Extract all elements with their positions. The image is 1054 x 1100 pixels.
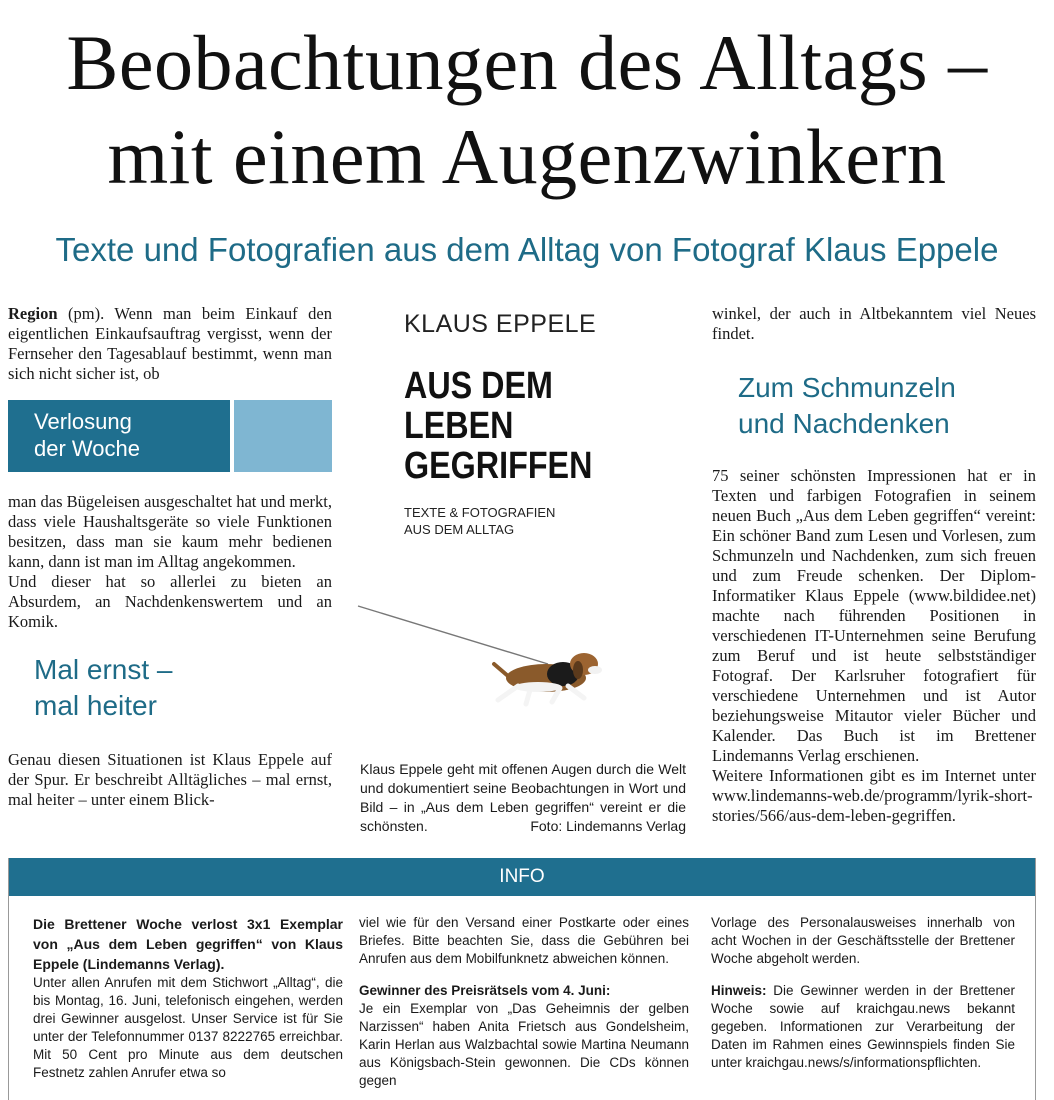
info-hinweis-label: Hinweis: xyxy=(711,983,767,998)
article-column-1 xyxy=(8,304,332,810)
image-caption xyxy=(360,760,686,836)
cover-author: KLAUS EPPELE xyxy=(404,310,597,338)
info-hinweis-text: Die Gewinner werden in der Brettener Woche sowie auf kraichgau.news bekannt gegeben. Informationen zur Verarbeitung der Daten im Rahmen eines Gewinnspiels finden Sie unter kraichgau.news/s/informationspflichten. xyxy=(711,983,1015,1070)
info-col2-text: viel wie für den Versand einer Postkarte oder eines Briefes. Bitte beachten Sie, dass die Gebühren bei Anrufen aus dem Mobilfunknetz abweichen können. xyxy=(359,915,689,966)
info-column-2 xyxy=(359,914,689,1090)
info-box xyxy=(8,858,1036,1100)
cover-sub-line1: TEXTE & FOTOGRAFIEN xyxy=(404,505,556,520)
headline-line2: mit einem Augenzwinkern xyxy=(107,113,947,200)
banner-line2: der Woche xyxy=(34,436,140,461)
banner-line1: Verlosung xyxy=(34,409,132,434)
info-column-1 xyxy=(33,914,343,1082)
dateline-region: Region xyxy=(8,304,58,323)
leash-line xyxy=(358,606,548,664)
info-col1-text: Unter allen Anrufen mit dem Stichwort „Alltag“, die bis Montag, 16. Juni, telefonisch eingehen, werden drei Gewinner ausgelost. Unser Service ist für Sie unter der Telefonnummer 0137 8222765 erreichbar. Mit 50 Cent pro Minute aus dem deutschen Festnetz zahlen Anrufer etwa so xyxy=(33,975,343,1080)
info-lead: Die Brettener Woche verlost 3x1 Exemplar von „Aus dem Leben gegriffen“ von Klaus Eppele (Lindemanns Verlag). xyxy=(33,916,343,972)
cover-title-line1: AUS DEM xyxy=(404,365,553,407)
cover-sub-line2: AUS DEM ALLTAG xyxy=(404,522,515,537)
paragraph-3: Und dieser hat so allerlei zu bieten an Absurdem, an Nachdenkenswertem und an Komik. xyxy=(8,572,332,631)
col3-paragraph-2: 75 seiner schönsten Impressionen hat er in Texten und farbigen Fotografien in seinem neuen Buch „Aus dem Leben gegriffen“ vereint: Ein schöner Band zum Lesen und Vorlesen, zum Schmunzeln und Nachdenken, zum sich freuen und zum Freude schenken. Der Diplom-Informatiker Klaus Eppele (www.bildidee.net) machte nach führenden Positionen in verschiedenen IT-Unternehmen seine Berufung zum Beruf und ist heute selbstständiger Fotograf. Der Karlsruher fotografiert für verschiedene Unternehmen und ist Autor beziehungsweise Mitautor vieler Bücher und Kalender. Das Buch ist im Brettener Lindemanns Verlag erschienen. xyxy=(712,466,1036,765)
info-bar: INFO xyxy=(9,858,1035,896)
article-column-3 xyxy=(712,304,1036,826)
col3-paragraph-3: Weitere Informationen gibt es im Internet unter www.lindemanns-web.de/programm/lyrik-short-stories/566/aus-dem-leben-gegriffen. xyxy=(712,766,1036,825)
subhead-mal-ernst xyxy=(34,652,332,724)
subline: Texte und Fotografien aus dem Alltag von Fotograf Klaus Eppele xyxy=(55,231,999,268)
subhead-zum-schmunzeln xyxy=(738,370,1036,442)
verlosung-banner-accent xyxy=(234,400,332,472)
lead-paragraph xyxy=(8,304,332,384)
headline xyxy=(0,16,1054,204)
cover-title-line2: LEBEN xyxy=(404,405,514,447)
paragraph-4: Genau diesen Situationen ist Klaus Eppele auf der Spur. Er beschreibt Alltägliches – mal ernst, mal heiter – unter einem Blick- xyxy=(8,750,332,809)
info-hinweis xyxy=(711,982,1015,1072)
photo-credit: Foto: Lindemanns Verlag xyxy=(530,818,686,834)
cover-title-line3: GEGRIFFEN xyxy=(404,445,593,487)
paragraph-2: man das Bügeleisen ausgeschaltet hat und merkt, dass viele Haushaltsgeräte so viele Funktionen besitzen, dass man sie kaum mehr bedienen kann, dann ist man im Alltag angekommen. xyxy=(8,492,332,571)
caption-text: Klaus Eppele geht mit offenen Augen durch die Welt und dokumentiert seine Beobachtungen in Wort und Bild – in „Aus dem Leben gegriffen“ vereint er die schönsten. xyxy=(360,761,686,834)
col3-paragraph-1: winkel, der auch in Altbekanntem viel Neues findet. xyxy=(712,304,1036,343)
cover-subtitle xyxy=(404,504,555,538)
subhead-line1: Mal ernst – xyxy=(34,654,173,685)
subhead-line2: mal heiter xyxy=(34,690,157,721)
info-col2-text2: Je ein Exemplar von „Das Geheimnis der gelben Narzissen“ haben Anita Frietsch aus Gondelsheim, Karin Herlan aus Walzbachtal sowie Martina Neumann aus Königsbach-Stein gewonnen. Die CDs können gegen xyxy=(359,1001,689,1088)
verlosung-banner-label xyxy=(8,400,230,472)
lead-text: (pm). Wenn man beim Einkauf den eigentlichen Einkaufsauftrag vergisst, wenn der Fernseher den Tagesablauf bestimmt, wenn man sich nicht sicher ist, ob xyxy=(8,304,332,383)
subhead2-line1: Zum Schmunzeln xyxy=(738,372,956,403)
headline-line1: Beobachtungen des Alltags – xyxy=(66,19,988,106)
info-column-3 xyxy=(711,914,1015,1072)
dog-on-leash-illustration xyxy=(348,586,696,726)
beagle-dog-icon xyxy=(494,653,602,704)
info-winners-heading: Gewinner des Preisrätsels vom 4. Juni: xyxy=(359,983,611,998)
info-col3-text: Vorlage des Personalausweises innerhalb von acht Wochen in der Geschäftsstelle der Brettener Woche abgeholt werden. xyxy=(711,915,1015,966)
verlosung-banner xyxy=(8,400,332,472)
subhead2-line2: und Nachdenken xyxy=(738,408,950,439)
book-cover-image xyxy=(348,296,696,752)
cover-title xyxy=(404,366,592,486)
